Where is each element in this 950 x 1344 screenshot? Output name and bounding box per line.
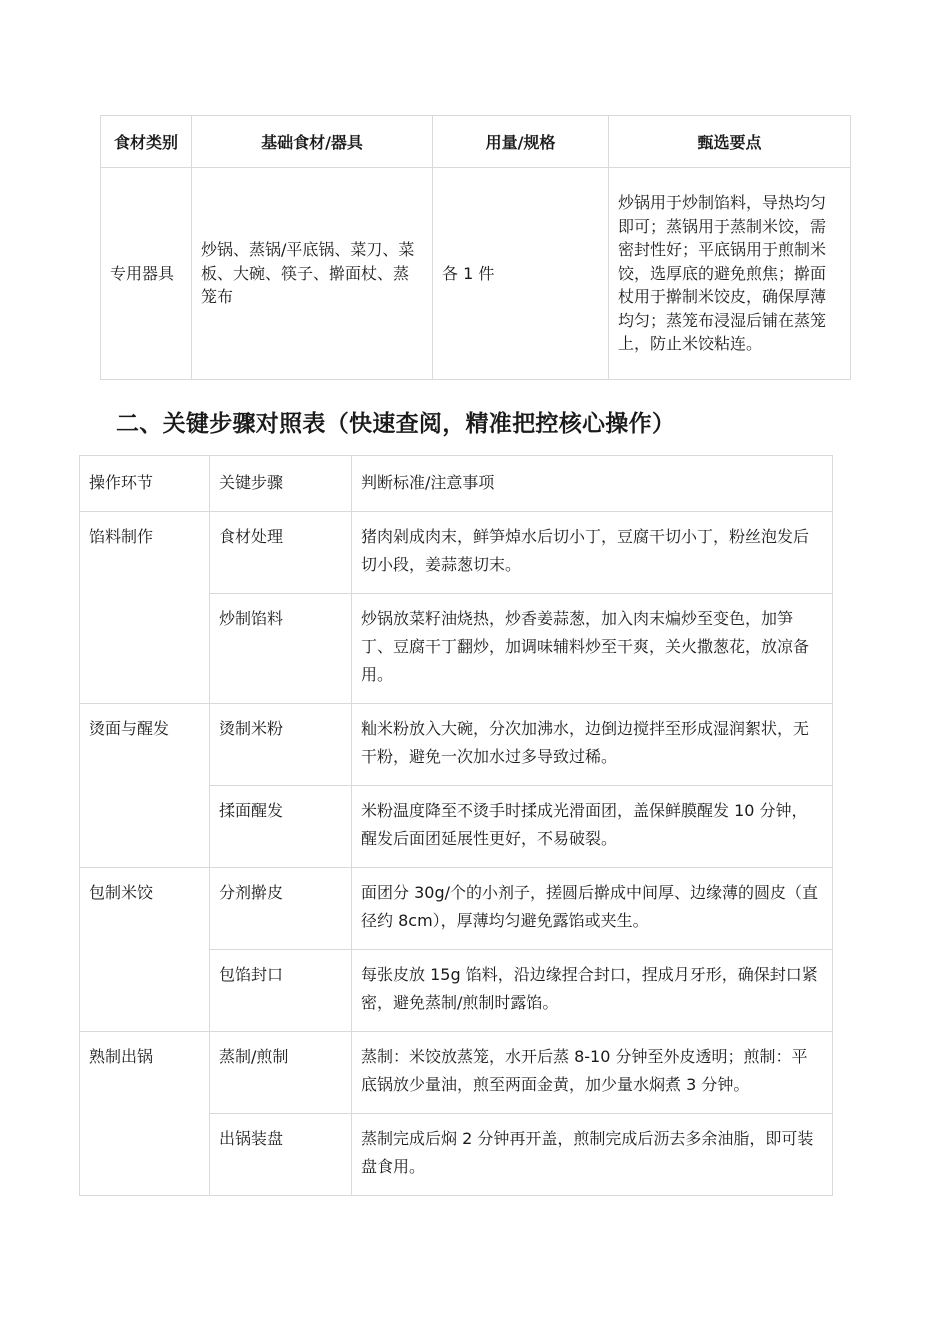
header-category: 食材类别 xyxy=(101,116,192,168)
table-header-row xyxy=(80,456,833,512)
cell-note: 炒锅放菜籽油烧热，炒香姜蒜葱，加入肉末煸炒至变色，加笋丁、豆腐干丁翻炒，加调味辅料炒至干爽，关火撒葱花，放凉备用。 xyxy=(352,594,833,704)
cell-tips: 炒锅用于炒制馅料，导热均匀即可；蒸锅用于蒸制米饺，需密封性好；平底锅用于煎制米饺，选厚底的避免煎焦；擀面杖用于擀制米饺皮，确保厚薄均匀；蒸笼布浸湿后铺在蒸笼上，防止米饺粘连。 xyxy=(609,168,851,380)
header-step: 关键步骤 xyxy=(210,456,352,512)
table-row xyxy=(101,168,851,380)
header-tips: 甄选要点 xyxy=(609,116,851,168)
header-amount: 用量/规格 xyxy=(433,116,609,168)
cell-step: 出锅装盘 xyxy=(210,1114,352,1196)
ingredients-table xyxy=(100,115,851,380)
cell-amount: 各 1 件 xyxy=(433,168,609,380)
cell-note: 面团分 30g/个的小剂子，搓圆后擀成中间厚、边缘薄的圆皮（直径约 8cm），厚薄均匀避免露馅或夹生。 xyxy=(352,868,833,950)
header-stage: 操作环节 xyxy=(80,456,210,512)
cell-note: 籼米粉放入大碗，分次加沸水，边倒边搅拌至形成湿润絮状，无干粉，避免一次加水过多导致过稀。 xyxy=(352,704,833,786)
cell-note: 蒸制：米饺放蒸笼，水开后蒸 8-10 分钟至外皮透明；煎制：平底锅放少量油，煎至两面金黄，加少量水焖煮 3 分钟。 xyxy=(352,1032,833,1114)
header-items: 基础食材/器具 xyxy=(192,116,433,168)
table-header-row xyxy=(101,116,851,168)
cell-step: 食材处理 xyxy=(210,512,352,594)
cell-note: 米粉温度降至不烫手时揉成光滑面团，盖保鲜膜醒发 10 分钟，醒发后面团延展性更好，不易破裂。 xyxy=(352,786,833,868)
cell-stage: 烫面与醒发 xyxy=(80,704,210,868)
cell-step: 烫制米粉 xyxy=(210,704,352,786)
cell-stage: 馅料制作 xyxy=(80,512,210,704)
key-steps-table xyxy=(79,455,833,1196)
cell-step: 分剂擀皮 xyxy=(210,868,352,950)
table-row xyxy=(80,868,833,950)
cell-step: 蒸制/煎制 xyxy=(210,1032,352,1114)
header-note: 判断标准/注意事项 xyxy=(352,456,833,512)
cell-category: 专用器具 xyxy=(101,168,192,380)
cell-step: 包馅封口 xyxy=(210,950,352,1032)
cell-stage: 包制米饺 xyxy=(80,868,210,1032)
table-row xyxy=(80,1032,833,1114)
section-title: 二、关键步骤对照表（快速查阅，精准把控核心操作） xyxy=(116,411,676,437)
cell-step: 炒制馅料 xyxy=(210,594,352,704)
cell-note: 猪肉剁成肉末，鲜笋焯水后切小丁，豆腐干切小丁，粉丝泡发后切小段，姜蒜葱切末。 xyxy=(352,512,833,594)
cell-note: 蒸制完成后焖 2 分钟再开盖，煎制完成后沥去多余油脂，即可装盘食用。 xyxy=(352,1114,833,1196)
cell-stage: 熟制出锅 xyxy=(80,1032,210,1196)
cell-items: 炒锅、蒸锅/平底锅、菜刀、菜板、大碗、筷子、擀面杖、蒸笼布 xyxy=(192,168,433,380)
table-row xyxy=(80,512,833,594)
cell-step: 揉面醒发 xyxy=(210,786,352,868)
table-row xyxy=(80,704,833,786)
cell-note: 每张皮放 15g 馅料，沿边缘捏合封口，捏成月牙形，确保封口紧密，避免蒸制/煎制时露馅。 xyxy=(352,950,833,1032)
